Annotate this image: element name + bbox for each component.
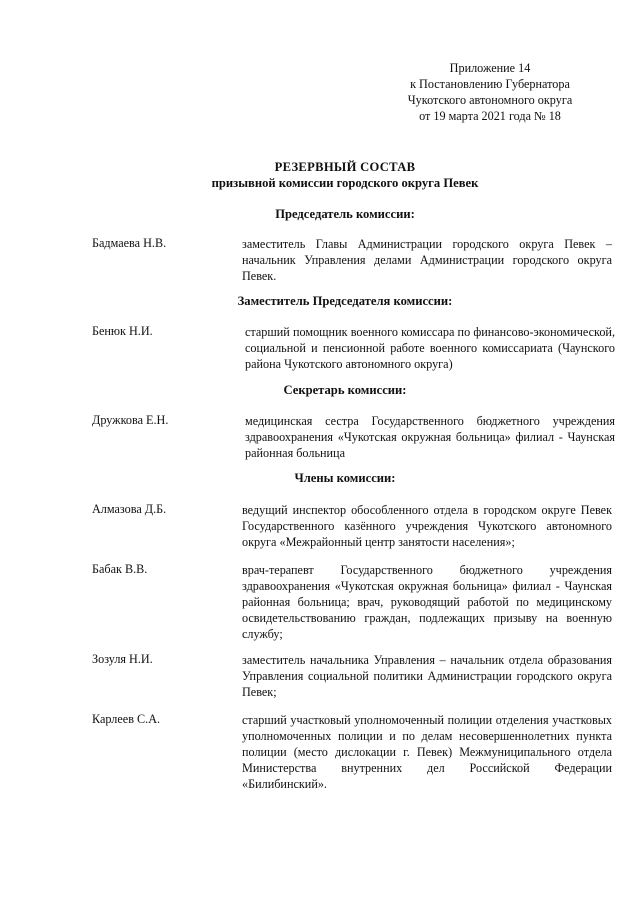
person-name: Алмазова Д.Б. (92, 502, 167, 516)
person-role: старший участковый уполномоченный полиции отделения участковых уполномоченных полиции и по делам несовершеннолетних пункта полиции (место дислокации г. Певек) Межмуниципального отдела Министерства внутренних дел Российской Федерации «Билибинский». (242, 713, 612, 791)
section-secretary: Секретарь комиссии: (283, 383, 407, 397)
person-role: ведущий инспектор обособленного отдела в городском округе Певек Государственного казённого учреждения Чукотского автономного округа «Межрайонный центр занятости населения»; (242, 503, 612, 549)
section-chairman: Председатель комиссии: (275, 207, 415, 221)
appendix-header (380, 60, 600, 124)
appendix-line-1: Приложение 14 (449, 61, 531, 75)
person-role: старший помощник военного комиссара по финансово-экономической, социальной и пенсионной работе военного комиссариата (Чаунского района Чукотского автономного округа) (245, 325, 615, 371)
person-name: Зозуля Н.И. (92, 652, 153, 666)
person-name: Бабак В.В. (92, 562, 148, 576)
document-title: РЕЗЕРВНЫЙ СОСТАВ (274, 160, 416, 174)
section-deputy: Заместитель Председателя комиссии: (237, 294, 453, 308)
person-role: заместитель Главы Администрации городского округа Певек – начальник Управления делами Администрации городского округа Певек. (242, 237, 612, 283)
person-name: Бадмаева Н.В. (92, 236, 167, 250)
section-members: Члены комиссии: (294, 471, 396, 485)
person-name: Карлеев С.А. (92, 712, 161, 726)
person-role: врач-терапевт Государственного бюджетного учреждения здравоохранения «Чукотская окружная больница» филиал - Чаунская районная больница; врач, руководящий работой по медицинскому освидетельствованию граждан, подлежащих призыву на военную службу; (242, 563, 612, 641)
person-name: Дружкова Е.Н. (92, 413, 169, 427)
person-role: заместитель начальника Управления – начальник отдела образования Управления социальной политики Администрации городского округа Певек; (242, 653, 612, 699)
person-name: Бенюк Н.И. (92, 324, 153, 338)
appendix-line-2: к Постановлению Губернатора (410, 77, 570, 91)
document-subtitle: призывной комиссии городского округа Певек (211, 176, 479, 190)
person-role: медицинская сестра Государственного бюджетного учреждения здравоохранения «Чукотская окружная больница» филиал - Чаунская районная больница (245, 414, 615, 460)
appendix-line-4: от 19 марта 2021 года № 18 (419, 109, 561, 123)
appendix-line-3: Чукотского автономного округа (407, 93, 573, 107)
